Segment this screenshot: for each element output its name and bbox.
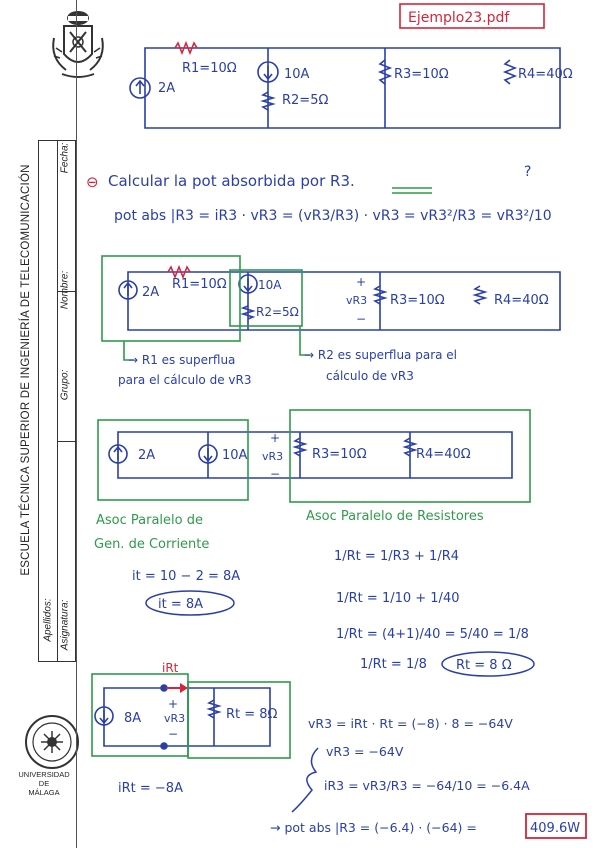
c2-source-a: 2A <box>142 285 160 300</box>
c2-r1: R1=10Ω <box>172 277 227 292</box>
form-label-nombre: Nombre: <box>59 270 71 310</box>
c4-rt: Rt = 8Ω <box>226 707 278 722</box>
c3-label-sources-2: Gen. de Corriente <box>94 537 210 552</box>
c3-r3: R3=10Ω <box>312 447 367 462</box>
eq-rt-2: 1/Rt = 1/10 + 1/40 <box>336 591 460 606</box>
power-formula: pot abs |R3 = iR3 · vR3 = (vR3/R3) · vR3 = vR3²/R3 = vR3²/10 <box>114 208 552 224</box>
c2-plus: + <box>356 275 367 289</box>
c2-vr3: vR3 <box>346 294 368 307</box>
form-label-apellidos: Apellidos: <box>42 598 54 642</box>
university-name: UNIVERSIDAD DE MÁLAGA <box>18 770 70 797</box>
eq-rt-1: 1/Rt = 1/R3 + 1/R4 <box>334 549 460 564</box>
c2-r3: R3=10Ω <box>390 293 445 308</box>
c3-vr3: vR3 <box>262 450 284 463</box>
c2-note-r2-line2: cálculo de vR3 <box>326 369 414 383</box>
c3-minus: − <box>270 467 281 481</box>
eq-rt-result: Rt = 8 Ω <box>456 658 512 673</box>
school-name: ESCUELA TÉCNICA SUPERIOR DE INGENIERÍA DE TELECOMUNICACIÓN <box>20 164 32 576</box>
c3-plus: + <box>270 431 281 445</box>
eq-it-calc: it = 10 − 2 = 8A <box>132 569 241 584</box>
final-pot-result: 409.6W <box>530 821 581 836</box>
c4-vr3: vR3 <box>164 712 186 725</box>
power-question-mark: ? <box>524 164 532 180</box>
c1-source-a: 2A <box>158 81 176 96</box>
final-vr3-value: vR3 = −64V <box>326 744 404 759</box>
eq-rt-3: 1/Rt = (4+1)/40 = 5/40 = 1/8 <box>336 627 529 642</box>
c2-source-b: 10A <box>258 278 282 292</box>
c2-note-r1-line1: → R1 es superflua <box>128 353 236 367</box>
final-ir3-calc: iR3 = vR3/R3 = −64/10 = −6.4A <box>324 778 530 793</box>
c4-irt-value: iRt = −8A <box>118 781 183 796</box>
c1-r1: R1=10Ω <box>182 61 237 76</box>
c2-note-r2-line1: → R2 es superflua para el <box>304 348 458 362</box>
c3-source-b: 10A <box>222 448 248 463</box>
eq-it-result: it = 8A <box>158 597 204 612</box>
c2-note-r1-line2: para el cálculo de vR3 <box>118 373 252 387</box>
form-label-asignatura: Asignatura: <box>59 599 71 651</box>
c3-source-a: 2A <box>138 448 156 463</box>
file-label: Ejemplo23.pdf <box>408 10 510 26</box>
c1-r4: R4=40Ω <box>518 67 573 82</box>
task-bullet: ⊖ <box>86 173 99 191</box>
c4-minus: − <box>168 727 179 741</box>
c2-r2: R2=5Ω <box>256 305 299 319</box>
eq-rt-4: 1/Rt = 1/8 <box>360 657 427 672</box>
c1-source-b: 10A <box>284 67 310 82</box>
c1-r3: R3=10Ω <box>394 67 449 82</box>
task-prompt: Calcular la pot absorbida por R3. <box>108 172 355 190</box>
form-label-fecha: Fecha: <box>59 142 71 174</box>
circuit-1 <box>130 43 560 128</box>
c4-source: 8A <box>124 711 142 726</box>
c3-label-resistors: Asoc Paralelo de Resistores <box>306 509 484 524</box>
c4-plus: + <box>168 697 179 711</box>
c3-label-sources-1: Asoc Paralelo de <box>96 513 203 528</box>
c2-r4: R4=40Ω <box>494 293 549 308</box>
c4-current-label: iRt <box>162 661 179 675</box>
c2-minus: − <box>356 312 367 326</box>
form-label-grupo: Grupo: <box>59 369 71 401</box>
final-pot-prefix: → pot abs |R3 = (−6.4) · (−64) = <box>270 820 477 835</box>
c3-r4: R4=40Ω <box>416 447 471 462</box>
final-vr3-calc: vR3 = iRt · Rt = (−8) · 8 = −64V <box>308 716 513 731</box>
c1-r2: R2=5Ω <box>282 93 329 108</box>
